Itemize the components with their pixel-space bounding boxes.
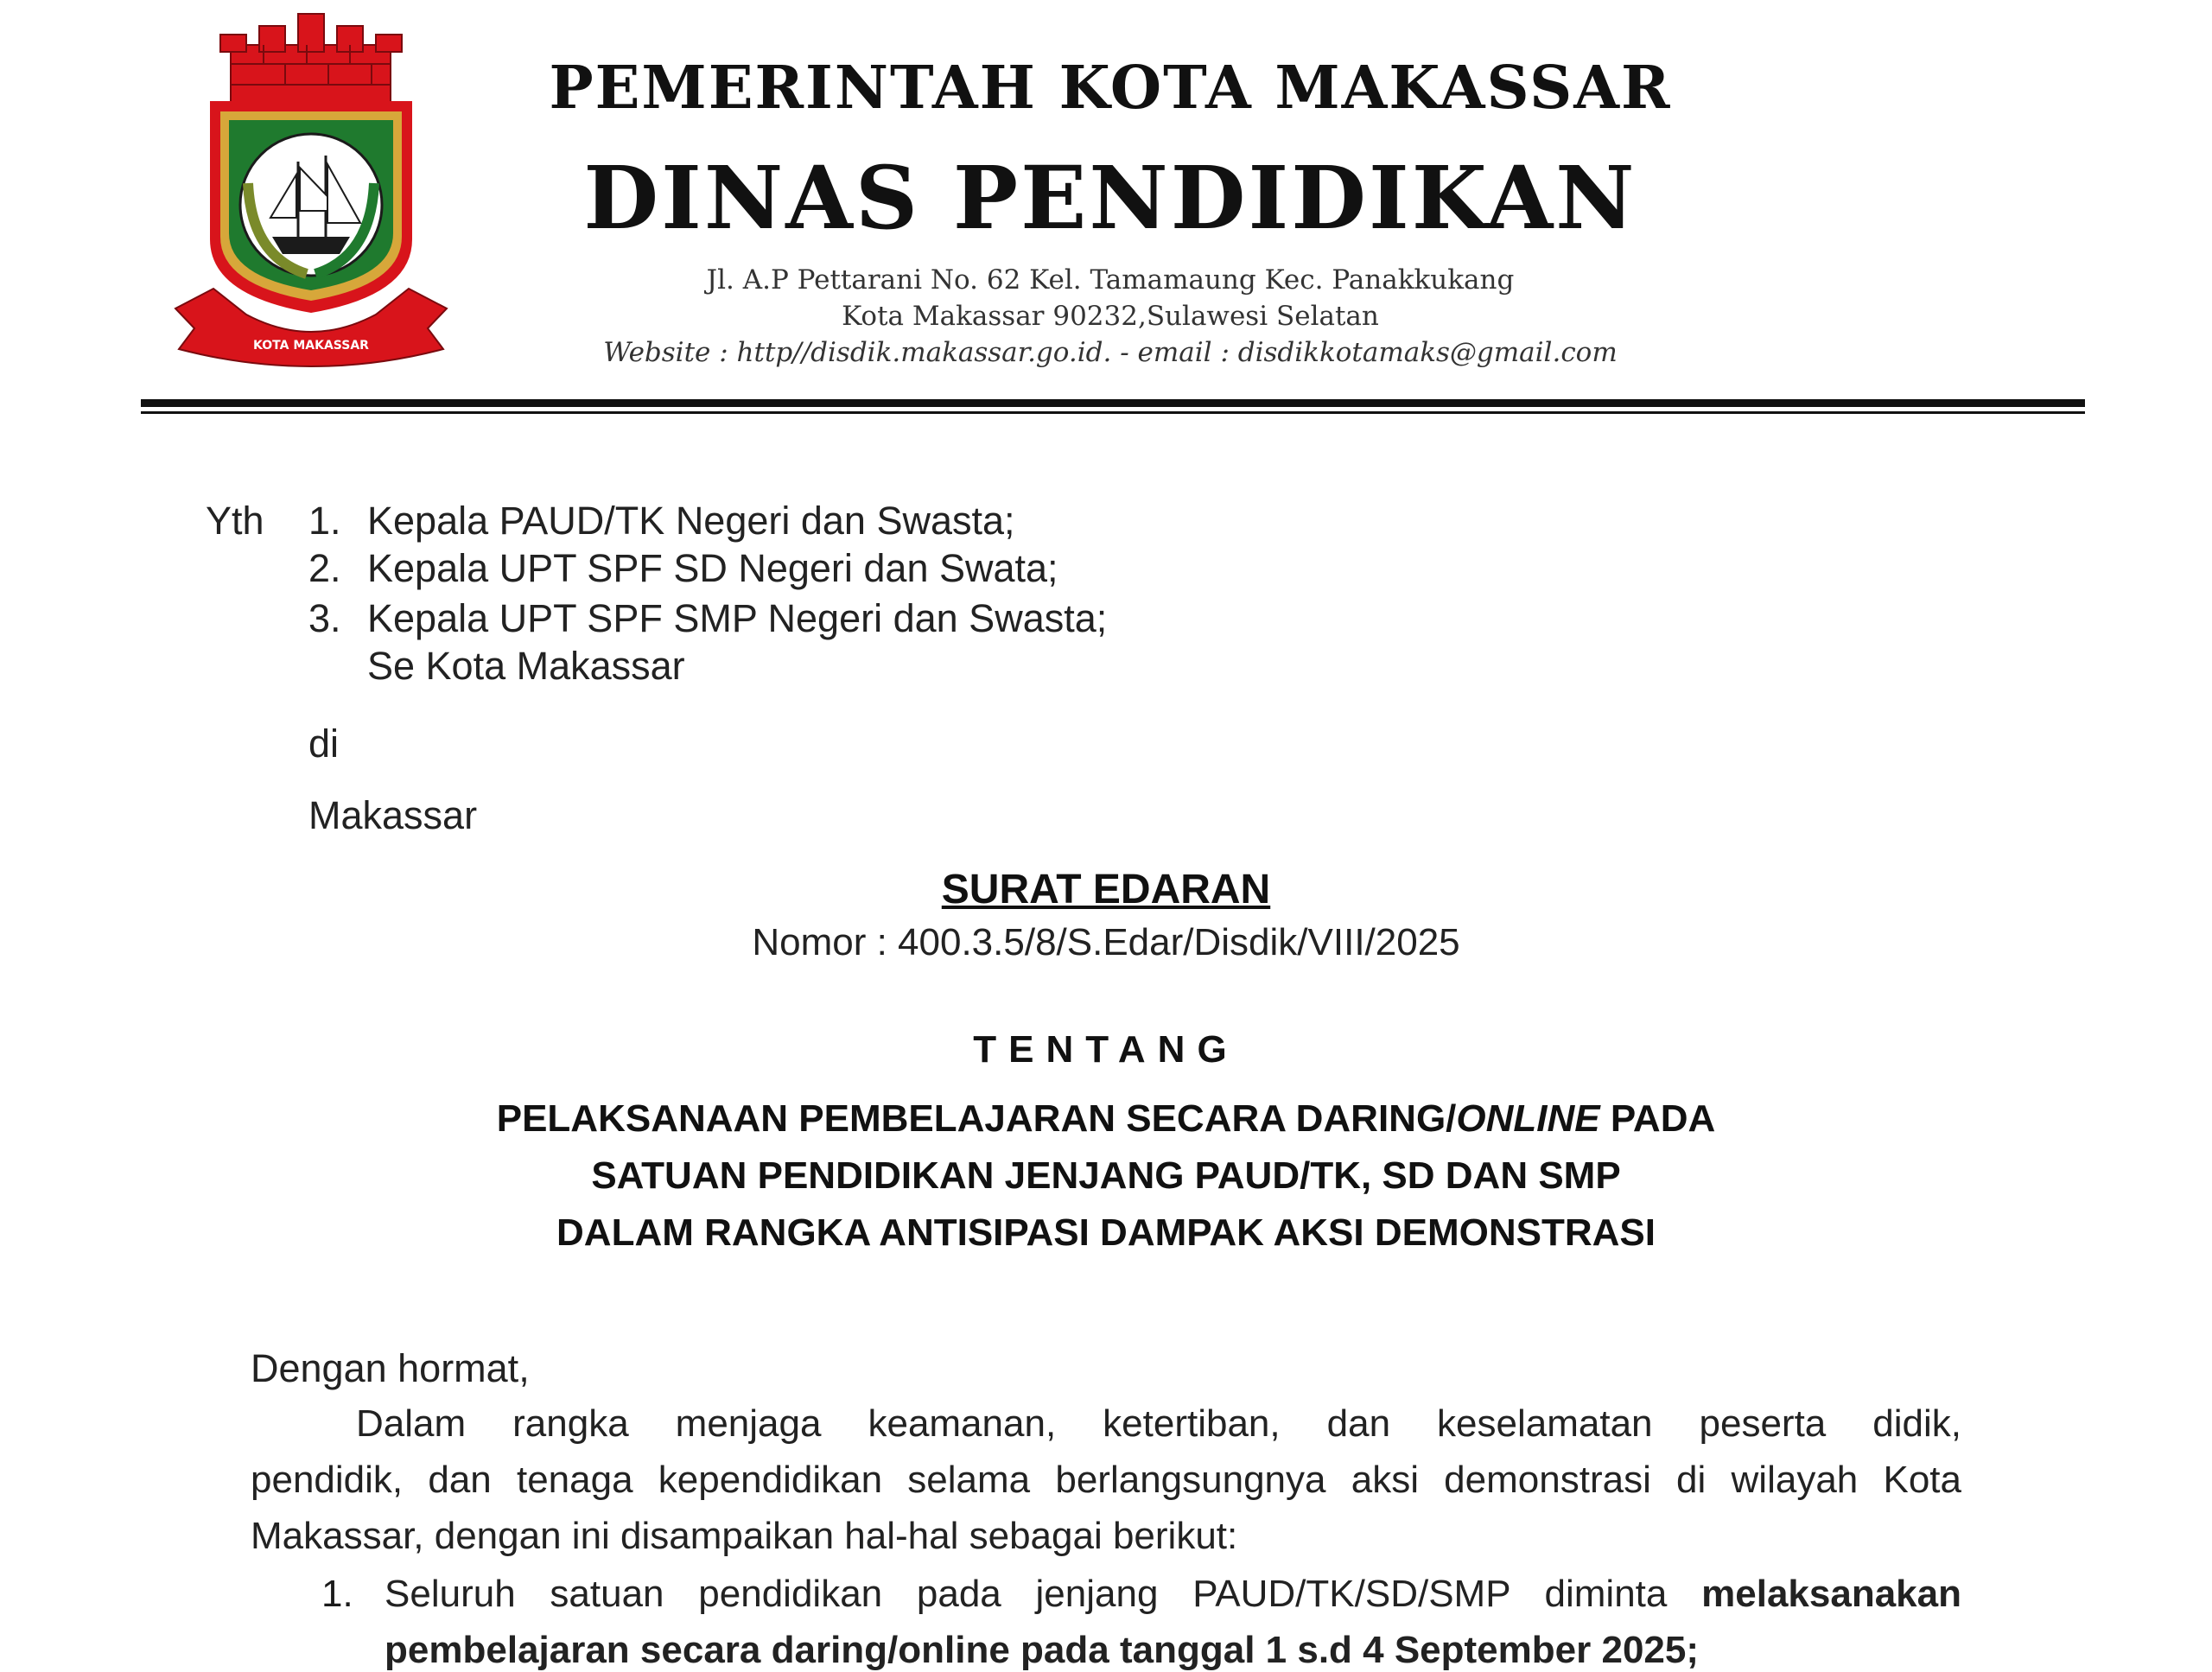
recipient-number: 1. (308, 499, 341, 543)
letter-number: Nomor : 400.3.5/8/S.Edar/Disdik/VIII/2025 (752, 921, 1460, 963)
department-name: DINAS PENDIDIKAN (583, 147, 1637, 249)
list-item-line-1 (385, 1573, 1961, 1616)
subject-line-1 (0, 1097, 2212, 1141)
letterhead-rule-thick (141, 399, 2085, 407)
contact-line: Website : http//disdik.makassar.go.id. - email : disdikkotamaks@gmail.com (603, 337, 1618, 368)
recipient-place: Makassar (308, 793, 478, 837)
list-item-bold-text: melaksanakan (1701, 1573, 1961, 1615)
recipient-number: 3. (308, 596, 341, 640)
greeting: Dengan hormat, (251, 1346, 530, 1390)
letterhead-rule-thin (141, 411, 2085, 414)
list-item-line-2: pembelajaran secara daring/online pada tanggal 1 s.d 4 September 2025; (385, 1629, 1700, 1671)
recipient-scope: Se Kota Makassar (367, 644, 685, 688)
recipient-number: 2. (308, 546, 341, 590)
subject-online-italic: ONLINE (1456, 1097, 1600, 1140)
subject-line-1-start: PELAKSANAAN PEMBELAJARAN SECARA DARING/ (496, 1097, 1457, 1140)
about-label: TENTANG (973, 1028, 1239, 1071)
list-item-number: 1. (321, 1573, 353, 1615)
paragraph-line-3: Makassar, dengan ini disampaikan hal-hal sebagai berikut: (251, 1515, 1238, 1557)
list-item-text: Seluruh satuan pendidikan pada jenjang PAUD/TK/SD/SMP diminta (385, 1573, 1702, 1615)
subject-line-1-end: PADA (1599, 1097, 1716, 1140)
address-line-2: Kota Makassar 90232,Sulawesi Selatan (842, 301, 1379, 332)
subject-line-2: SATUAN PENDIDIKAN JENJANG PAUD/TK, SD DAN SMP (591, 1154, 1621, 1197)
salutation-yth: Yth (206, 499, 264, 543)
recipient-item: Kepala UPT SPF SD Negeri dan Swata; (367, 546, 1058, 590)
recipient-item: Kepala UPT SPF SMP Negeri dan Swasta; (367, 596, 1108, 640)
recipient-item: Kepala PAUD/TK Negeri dan Swasta; (367, 499, 1015, 543)
paragraph-line-1: Dalam rangka menjaga keamanan, ketertiban, dan keselamatan peserta didik, (356, 1402, 1961, 1445)
subject-line-3: DALAM RANGKA ANTISIPASI DAMPAK AKSI DEMONSTRASI (556, 1211, 1656, 1254)
paragraph-line-2: pendidik, dan tenaga kependidikan selama berlangsungnya aksi demonstrasi di wilayah Kota (251, 1459, 1961, 1501)
address-line-1: Jl. A.P Pettarani No. 62 Kel. Tamamaung Kec. Panakkukang (706, 264, 1515, 296)
government-name: PEMERINTAH KOTA MAKASSAR (549, 54, 1672, 123)
letter-type-title: SURAT EDARAN (941, 867, 1271, 912)
recipient-di: di (308, 722, 340, 766)
city-emblem-logo (168, 10, 454, 369)
logo-ribbon-text: KOTA MAKASSAR (253, 339, 369, 353)
